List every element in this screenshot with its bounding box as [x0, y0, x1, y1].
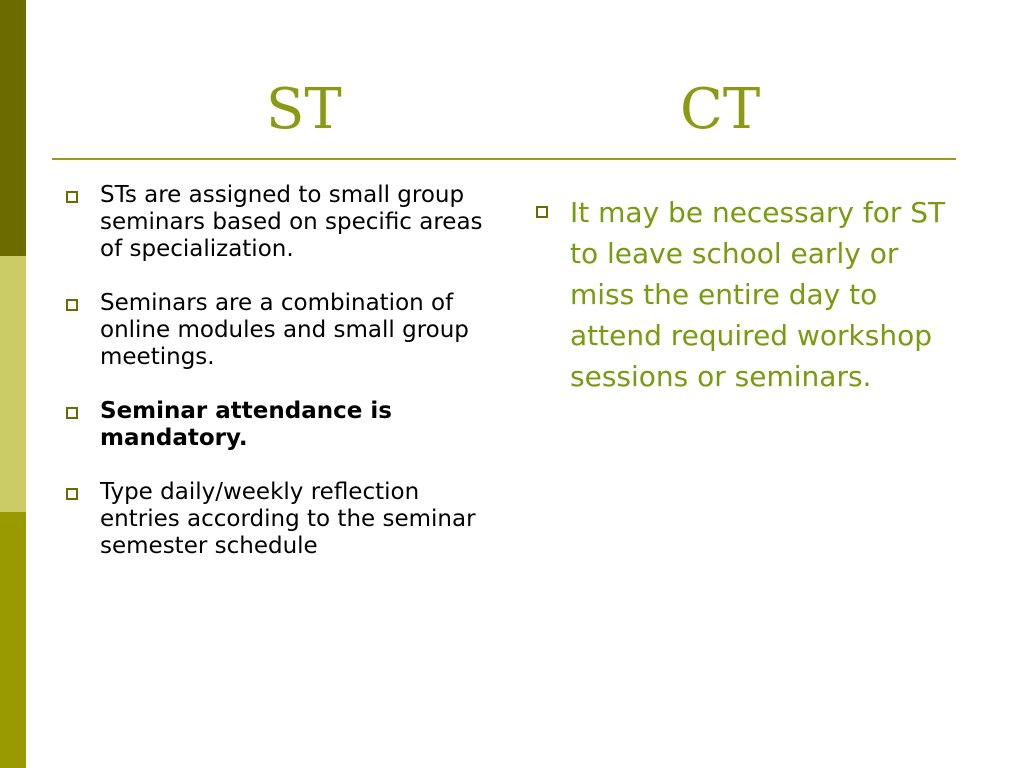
- heading-ct: CT: [680, 77, 761, 142]
- bullet-text: It may be necessary for ST to leave school early or miss the entire day to attend required workshop sessions or seminars.: [570, 196, 946, 393]
- ct-bullet-list: [532, 192, 952, 397]
- st-bullet-item: [62, 398, 502, 452]
- st-bullet-item: [62, 182, 502, 263]
- square-bullet-icon: [66, 299, 78, 311]
- st-bullet-item: [62, 479, 502, 560]
- side-bar-middle: [0, 256, 26, 512]
- heading-st: ST: [266, 77, 342, 142]
- bullet-text-bold: Seminar attendance is mandatory.: [100, 398, 392, 451]
- square-bullet-icon: [536, 206, 548, 218]
- square-bullet-icon: [66, 191, 78, 203]
- ct-bullet-item: [532, 192, 952, 397]
- square-bullet-icon: [66, 407, 78, 419]
- square-bullet-icon: [66, 488, 78, 500]
- bullet-text: Type daily/weekly reflection entries according to the seminar semester schedule: [100, 479, 476, 559]
- bullet-text: Seminars are a combination of online modules and small group meetings.: [100, 290, 469, 370]
- side-bar-bottom: [0, 512, 26, 768]
- bullet-text: STs are assigned to small group seminars based on specific areas of specialization.: [100, 182, 483, 262]
- st-bullet-item: [62, 290, 502, 371]
- st-bullet-list: [62, 182, 502, 587]
- heading-divider: [52, 158, 956, 160]
- side-bar-top: [0, 0, 26, 256]
